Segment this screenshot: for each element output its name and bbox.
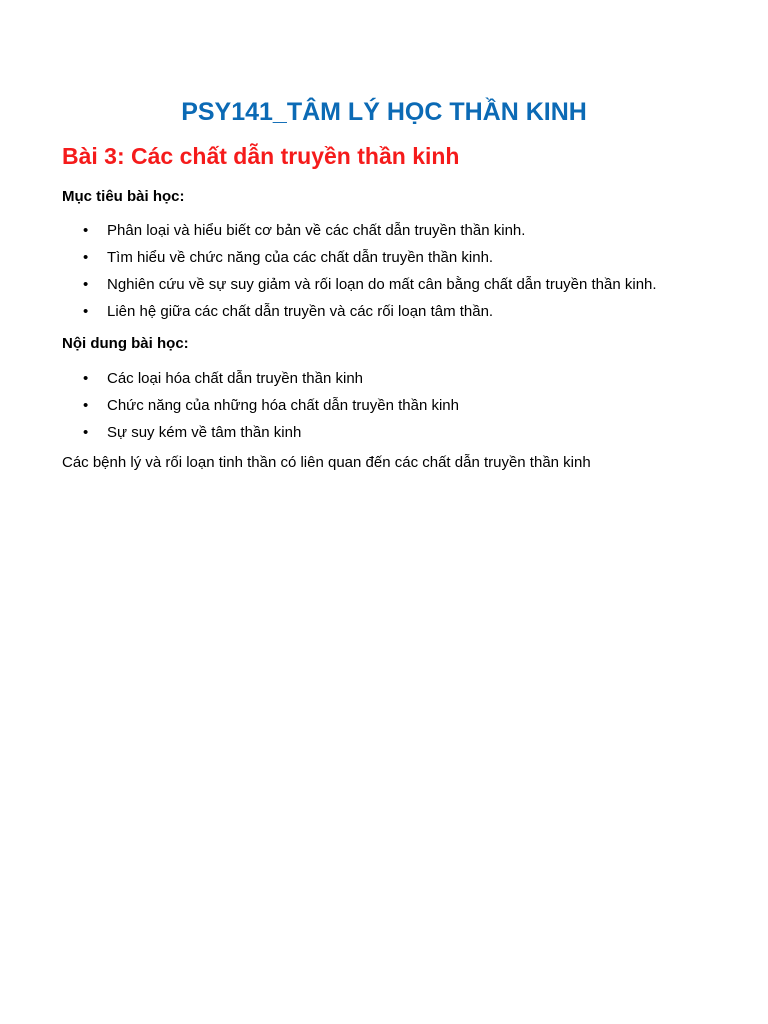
lesson-title: Bài 3: Các chất dẫn truyền thần kinh xyxy=(62,143,460,169)
objective-text: Tìm hiểu về chức năng của các chất dẫn truyền thần kinh. xyxy=(107,249,494,266)
content-text: Chức năng của những hóa chất dẫn truyền thần kinh xyxy=(107,397,459,414)
course-title: PSY141_TÂM LÝ HỌC THẦN KINH xyxy=(181,98,587,126)
objective-text: Liên hệ giữa các chất dẫn truyền và các rối loạn tâm thần. xyxy=(107,303,494,320)
closing-paragraph: Các bệnh lý và rối loạn tinh thần có liên quan đến các chất dẫn truyền thần kinh xyxy=(62,454,591,471)
bullet-icon: • xyxy=(83,276,89,293)
bullet-icon: • xyxy=(83,249,89,266)
bullet-icon: • xyxy=(83,397,89,414)
bullet-icon: • xyxy=(83,303,89,320)
objective-text: Phân loại và hiểu biết cơ bản về các chất dẫn truyền thần kinh. xyxy=(107,222,526,239)
bullet-icon: • xyxy=(83,424,89,441)
contents-heading: Nội dung bài học: xyxy=(62,335,189,352)
objective-item xyxy=(62,271,706,298)
objective-text: Nghiên cứu về sự suy giảm và rối loạn do mất cân bằng chất dẫn truyền thần kinh. xyxy=(107,276,657,293)
content-item xyxy=(62,419,706,446)
content-item xyxy=(62,392,706,419)
content-text: Các loại hóa chất dẫn truyền thần kinh xyxy=(107,370,364,387)
objective-item xyxy=(62,244,706,271)
bullet-icon: • xyxy=(83,222,89,239)
bullet-icon: • xyxy=(83,370,89,387)
content-item xyxy=(62,365,706,392)
contents-list xyxy=(62,365,706,446)
objective-item xyxy=(62,298,706,325)
content-text: Sự suy kém về tâm thần kinh xyxy=(107,424,302,441)
objective-item xyxy=(62,217,706,244)
objectives-list xyxy=(62,217,706,325)
objectives-heading: Mục tiêu bài học: xyxy=(62,188,185,205)
